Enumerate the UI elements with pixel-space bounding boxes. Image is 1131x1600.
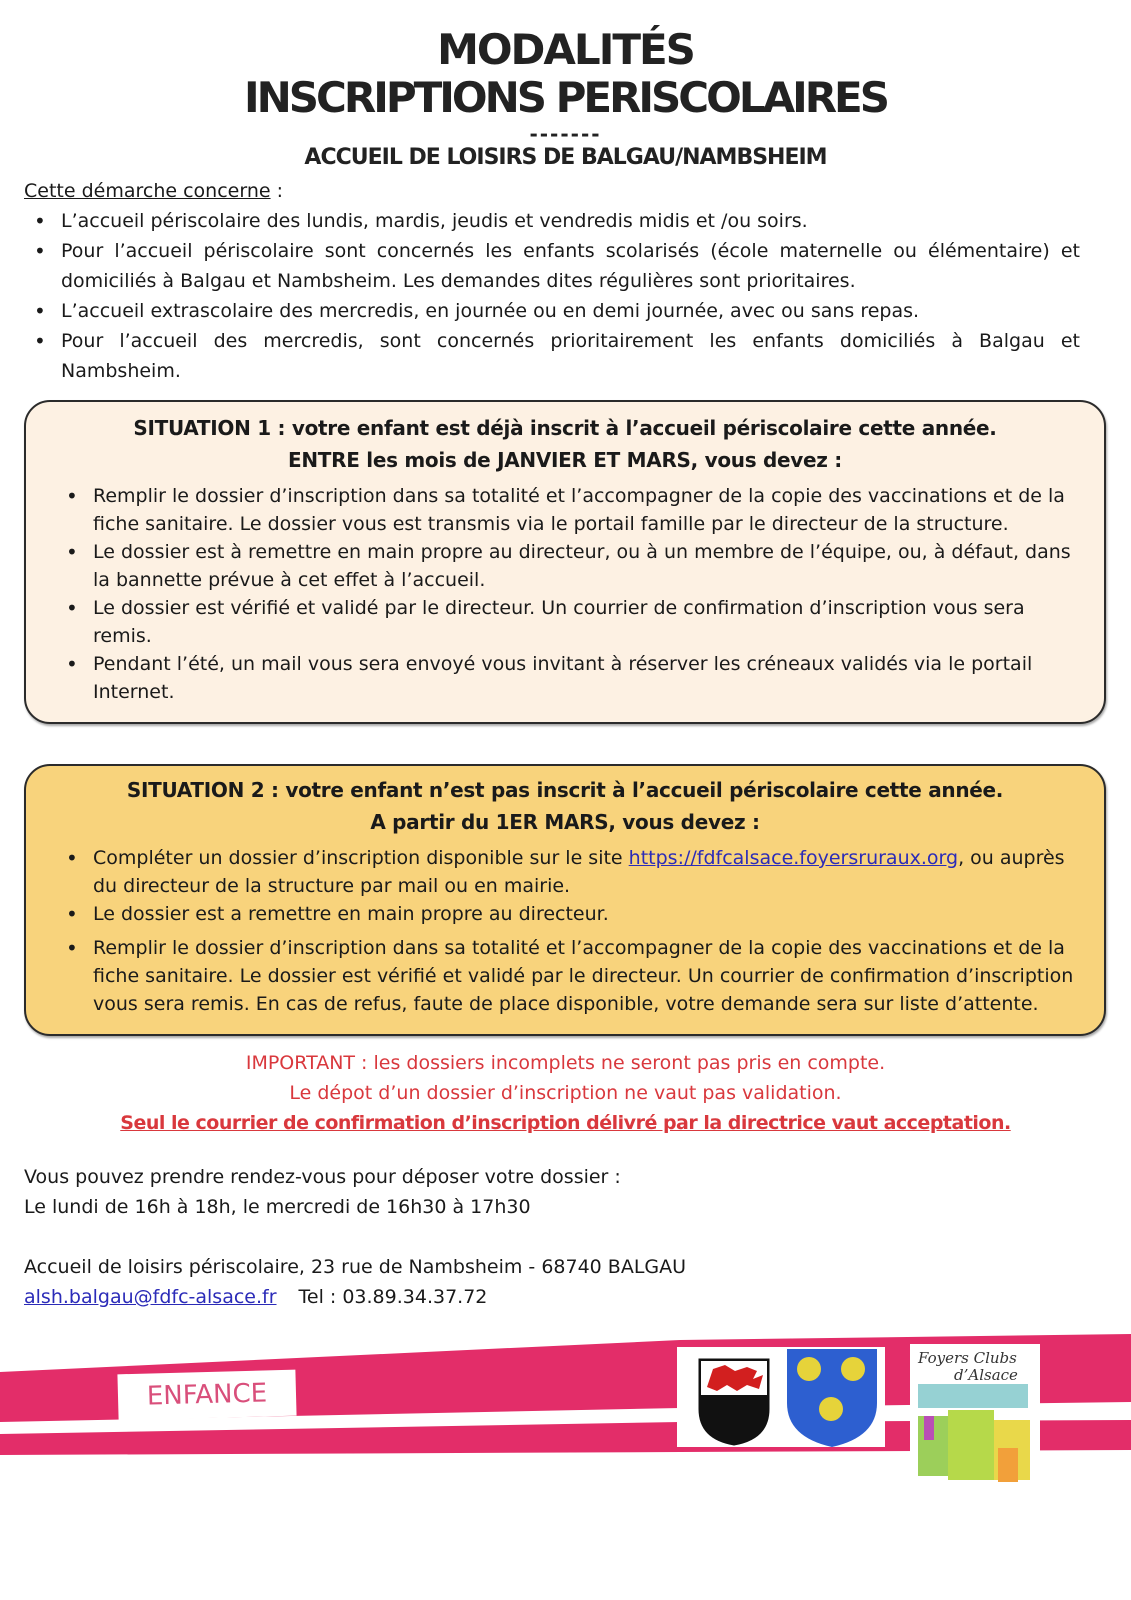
- list-item: • Remplir le dossier d’inscription dans sa totalité et l’accompagner de la copie des vaccinations et de la fiche sanitaire. Le dossier est vérifié et validé par le directeur. Un courrier de confirmation d’inscription vous sera remis. En cas de refus, faute de place disponible, votre demande sera sur liste d’attente.: [56, 934, 1074, 1018]
- contact-section: [24, 1162, 1131, 1312]
- logo-text: [918, 1350, 1018, 1384]
- list-item: • L’accueil extrascolaire des mercredis, en journée ou en demi journée, avec ou sans repas.: [24, 296, 1080, 326]
- item-text: , ou auprès du directeur de la structure par mail ou en mairie.: [93, 847, 1065, 897]
- intro-lead-text: Cette démarche concerne: [24, 180, 271, 202]
- title-separator: -------: [529, 122, 602, 146]
- footer-banner: [0, 1322, 1131, 1482]
- situation-2-list: [26, 844, 1104, 1018]
- important-notice: [0, 1048, 1131, 1138]
- situation-1-heading-line-1: SITUATION 1 : votre enfant est déjà inscrit à l’accueil périscolaire cette année.: [133, 416, 997, 440]
- list-item: • Le dossier est vérifié et validé par le directeur. Un courrier de confirmation d’inscription vous sera remis.: [56, 594, 1074, 650]
- email-phone-row: [24, 1282, 1131, 1312]
- address-text: Accueil de loisirs périscolaire, 23 rue de Nambsheim - 68740 BALGAU: [24, 1256, 687, 1278]
- nambsheim-crest-icon: [783, 1347, 883, 1447]
- situation-1-heading-line-2: ENTRE les mois de JANVIER ET MARS, vous devez :: [288, 448, 842, 472]
- enfance-label: ENFANCE: [117, 1370, 296, 1421]
- intro-list: [24, 206, 1080, 386]
- situation-2-heading-line-2: A partir du 1ER MARS, vous devez :: [370, 810, 760, 834]
- title-line-2: INSCRIPTIONS PERISCOLAIRES: [244, 73, 887, 122]
- list-item: [56, 844, 1074, 900]
- important-line-2: Le dépot d’un dossier d’inscription ne vaut pas validation.: [289, 1082, 842, 1104]
- important-line-3: Seul le courrier de confirmation d’inscription délivré par la directrice vaut acceptation.: [120, 1112, 1011, 1134]
- logo-line-1: Foyers Clubs: [918, 1349, 1017, 1367]
- situation-2-heading: [26, 766, 1104, 838]
- website-link[interactable]: https://fdfcalsace.foyersruraux.org: [628, 847, 959, 869]
- subtitle: ACCUEIL DE LOISIRS DE BALGAU/NAMBSHEIM: [304, 145, 827, 170]
- situation-1-list: [26, 482, 1104, 706]
- intro-lead-suffix: :: [270, 180, 284, 202]
- list-item: • Remplir le dossier d’inscription dans sa totalité et l’accompagner de la copie des vaccinations et de la fiche sanitaire. Le dossier vous est transmis via le portail famille par le directeur de la structure.: [56, 482, 1074, 538]
- list-item: • Le dossier est a remettre en main propre au directeur.: [56, 900, 1074, 928]
- important-line-1: IMPORTANT : les dossiers incomplets ne seront pas pris en compte.: [245, 1052, 886, 1074]
- spacer: [24, 1222, 1131, 1252]
- list-item: • Pendant l’été, un mail vous sera envoyé vous invitant à réserver les créneaux validés via le portail Internet.: [56, 650, 1074, 706]
- intro-lead: [24, 176, 1080, 206]
- list-item: • Pour l’accueil des mercredis, sont concernés prioritairement les enfants domiciliés à Balgau et Nambsheim.: [24, 326, 1080, 386]
- list-item: • Le dossier est à remettre en main propre au directeur, ou à un membre de l’équipe, ou, à défaut, dans la bannette prévue à cet effet à l’accueil.: [56, 538, 1074, 594]
- item-text: Compléter un dossier d’inscription disponible sur le site: [93, 847, 629, 869]
- title-line-1: MODALITÉS: [437, 25, 694, 74]
- crests: [677, 1347, 885, 1447]
- list-item: • L’accueil périscolaire des lundis, mardis, jeudis et vendredis midis et /ou soirs.: [24, 206, 1080, 236]
- intro-section: [24, 176, 1080, 386]
- email-link[interactable]: alsh.balgau@fdfc-alsace.fr: [24, 1286, 277, 1308]
- logo-line-2: d’Alsace: [954, 1366, 1018, 1384]
- phone-text: Tel : 03.89.34.37.72: [298, 1286, 488, 1308]
- situation-1-box: [24, 400, 1106, 724]
- situation-2-heading-line-1: SITUATION 2 : votre enfant n’est pas inscrit à l’accueil périscolaire cette année.: [126, 778, 1004, 802]
- header: [0, 0, 1131, 172]
- situation-1-heading: [26, 402, 1104, 476]
- foyers-clubs-logo-icon: [910, 1344, 1040, 1482]
- list-item: • Pour l’accueil périscolaire sont concernés les enfants scolarisés (école maternelle ou élémentaire) et domiciliés à Balgau et Nambsheim. Les demandes dites régulières sont prioritaires.: [24, 236, 1080, 296]
- situation-2-box: [24, 764, 1106, 1036]
- appointment-text: Vous pouvez prendre rendez-vous pour déposer votre dossier :: [24, 1166, 621, 1188]
- hours-text: Le lundi de 16h à 18h, le mercredi de 16h30 à 17h30: [24, 1196, 531, 1218]
